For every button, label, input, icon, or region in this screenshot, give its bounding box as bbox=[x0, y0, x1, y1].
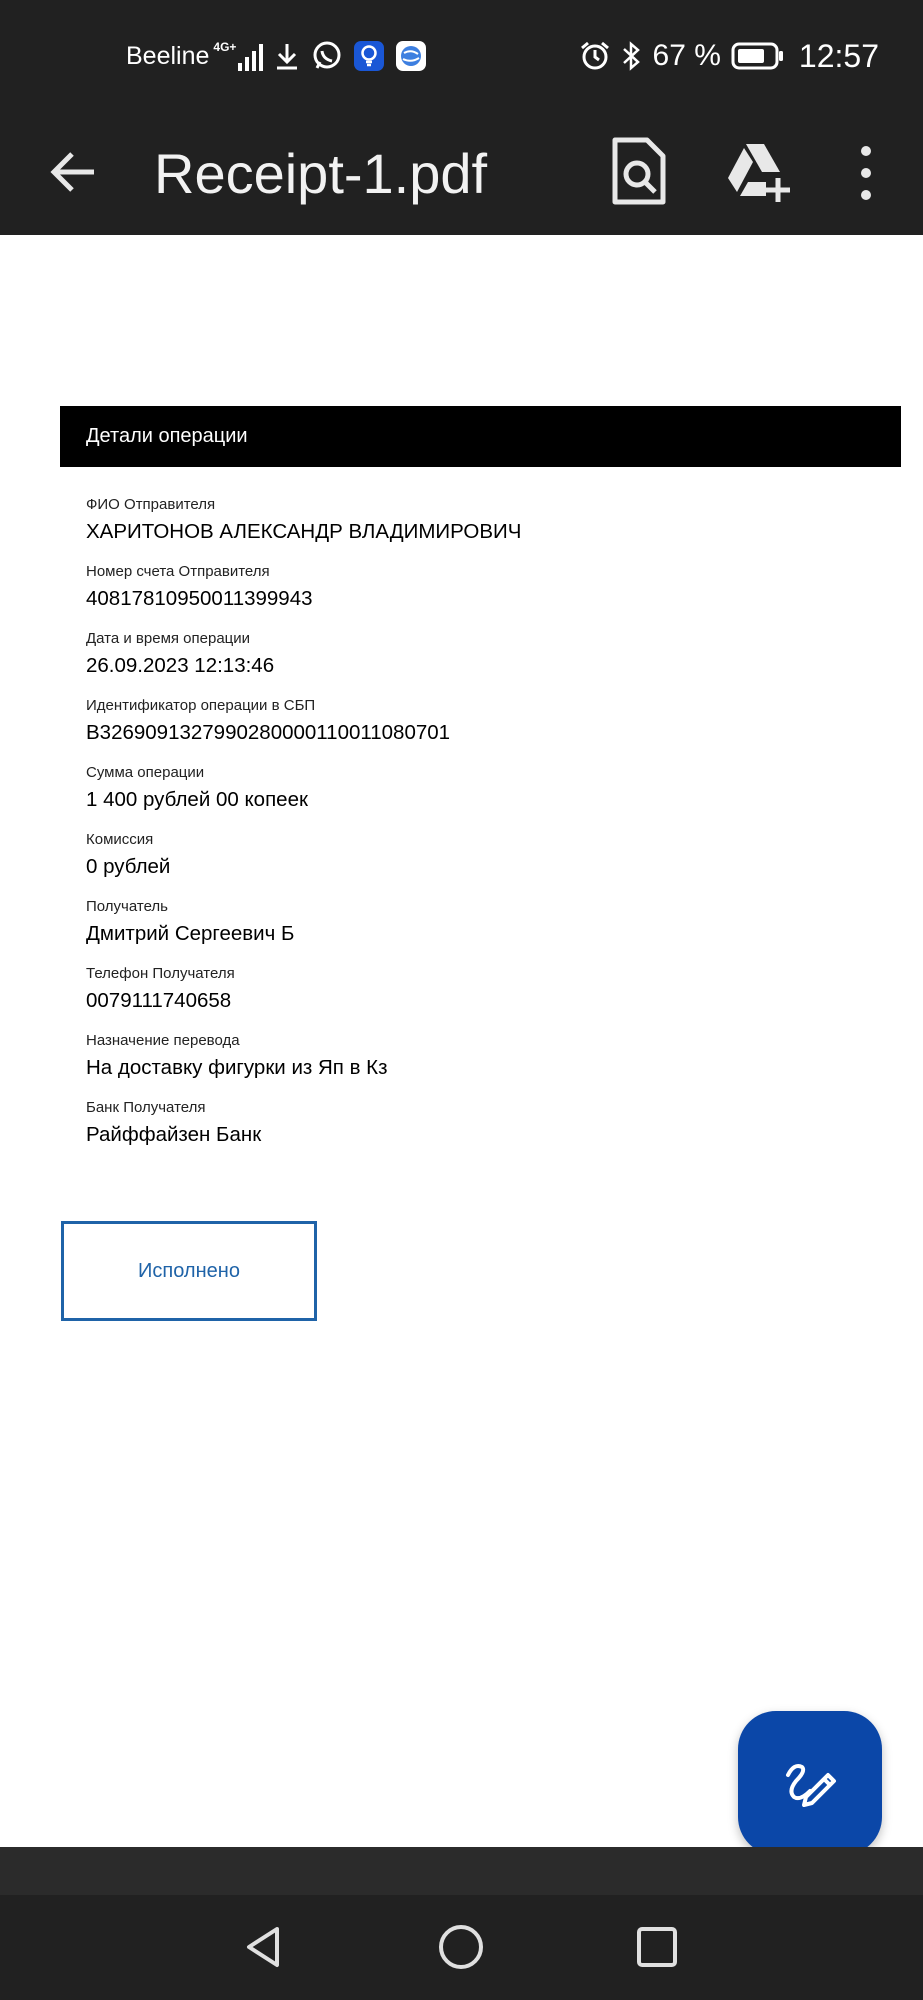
nav-back-button[interactable] bbox=[233, 1917, 293, 1977]
field-value: На доставку фигурки из Яп в Кз bbox=[86, 1056, 388, 1079]
field-amount bbox=[86, 763, 886, 830]
carrier-name: Beeline bbox=[126, 41, 210, 70]
nav-recents-button[interactable] bbox=[627, 1917, 687, 1977]
field-commission bbox=[86, 830, 886, 897]
field-label: Банк Получателя bbox=[86, 1099, 206, 1116]
field-label: Сумма операции bbox=[86, 764, 205, 781]
back-arrow-icon bbox=[44, 142, 104, 202]
field-value: B3269091327990280000110011080701 bbox=[86, 721, 451, 744]
system-nav-bar bbox=[0, 1895, 923, 2000]
field-value: Райффайзен Банк bbox=[86, 1123, 262, 1146]
field-sender-name bbox=[86, 495, 886, 562]
network-type: 4G+ bbox=[213, 40, 237, 54]
bulb-app-icon bbox=[353, 40, 385, 72]
whatsapp-icon bbox=[311, 40, 343, 72]
nav-home-button[interactable] bbox=[431, 1917, 491, 1977]
battery-icon bbox=[731, 41, 785, 71]
globe-app-icon bbox=[395, 40, 427, 72]
field-operation-datetime bbox=[86, 629, 886, 696]
operation-fields bbox=[86, 495, 886, 1165]
field-label: Назначение перевода bbox=[86, 1032, 240, 1049]
bluetooth-icon bbox=[621, 40, 643, 72]
nav-home-icon bbox=[437, 1923, 485, 1971]
edit-fab-button[interactable] bbox=[738, 1711, 882, 1855]
field-recipient-phone bbox=[86, 964, 886, 1031]
clock: 12:57 bbox=[798, 37, 879, 74]
add-to-drive-icon bbox=[724, 138, 790, 204]
field-recipient-bank bbox=[86, 1098, 886, 1165]
field-value: 40817810950011399943 bbox=[86, 587, 313, 610]
document-title: Receipt-1.pdf bbox=[154, 142, 488, 205]
field-label: Идентификатор операции в СБП bbox=[86, 697, 316, 714]
field-label: Дата и время операции bbox=[86, 630, 251, 647]
search-document-icon bbox=[607, 136, 671, 208]
field-value: ХАРИТОНОВ АЛЕКСАНДР ВЛАДИМИРОВИЧ bbox=[86, 520, 522, 543]
status-bar-left bbox=[126, 36, 427, 76]
field-sender-account bbox=[86, 562, 886, 629]
edit-pen-icon bbox=[780, 1753, 840, 1813]
field-value: 0079111740658 bbox=[86, 989, 232, 1012]
operation-details-header: Детали операции bbox=[60, 406, 901, 467]
field-transfer-purpose bbox=[86, 1031, 886, 1098]
bottom-strip bbox=[0, 1847, 923, 1895]
field-label: Комиссия bbox=[86, 831, 154, 848]
field-value: 0 рублей bbox=[86, 855, 171, 878]
field-label: Телефон Получателя bbox=[86, 965, 235, 982]
status-text: Исполнено bbox=[138, 1259, 240, 1282]
battery-percent: 67 % bbox=[652, 39, 721, 72]
field-label: Получатель bbox=[86, 898, 168, 915]
field-sbp-operation-id bbox=[86, 696, 886, 763]
nav-recents-icon bbox=[635, 1925, 679, 1969]
alarm-icon bbox=[579, 40, 611, 72]
nav-back-icon bbox=[241, 1923, 285, 1971]
field-value: Дмитрий Сергеевич Б bbox=[86, 922, 295, 945]
back-button[interactable] bbox=[44, 142, 104, 202]
download-icon bbox=[273, 41, 301, 71]
field-label: ФИО Отправителя bbox=[86, 496, 216, 513]
status-bar bbox=[0, 0, 923, 112]
search-in-document-button[interactable] bbox=[607, 136, 671, 208]
status-bar-right bbox=[569, 36, 879, 76]
status-stamp bbox=[61, 1221, 317, 1321]
more-options-button[interactable] bbox=[846, 138, 886, 208]
app-bar bbox=[0, 112, 923, 235]
field-recipient bbox=[86, 897, 886, 964]
add-to-drive-button[interactable] bbox=[724, 138, 790, 204]
signal-icon bbox=[238, 41, 263, 71]
field-value: 26.09.2023 12:13:46 bbox=[86, 654, 275, 677]
more-vert-icon bbox=[846, 138, 886, 208]
field-value: 1 400 рублей 00 копеек bbox=[86, 788, 308, 811]
pdf-page bbox=[0, 235, 923, 1847]
field-label: Номер счета Отправителя bbox=[86, 563, 270, 580]
